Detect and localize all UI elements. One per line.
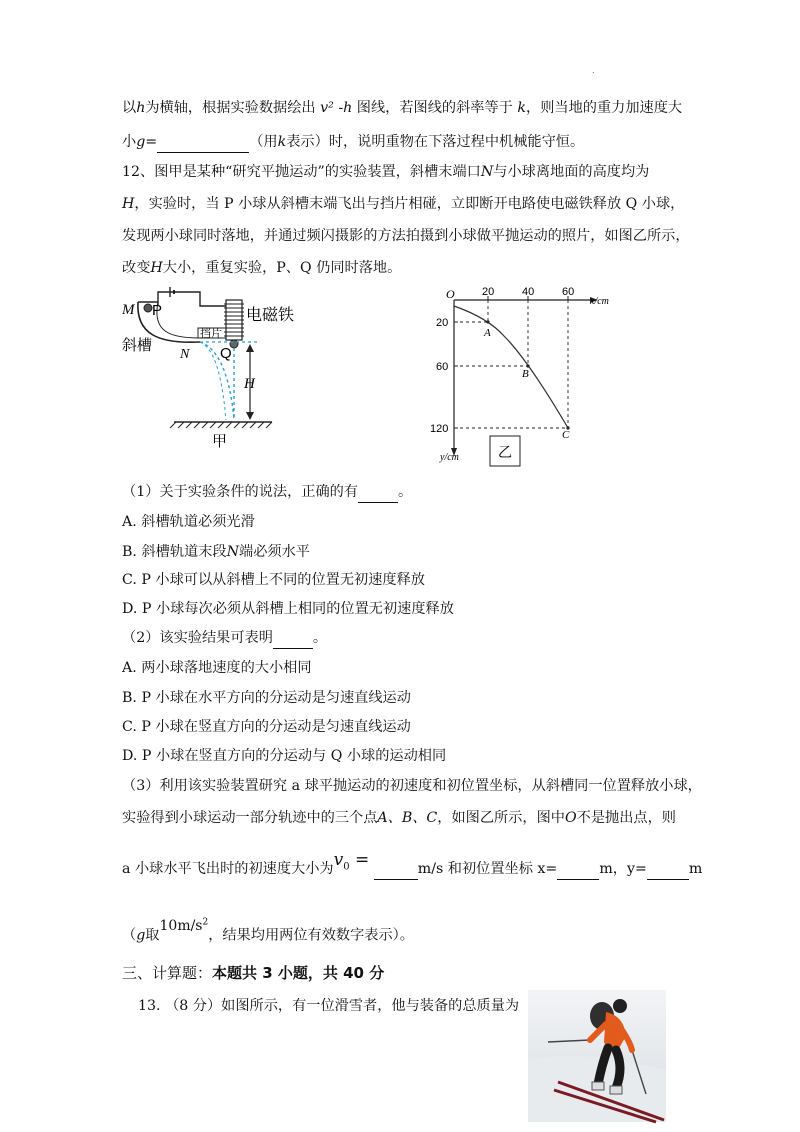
text: D. P 小球在竖直方向的分运动与 Q 小球的运动相同	[122, 748, 447, 764]
figure-jia	[118, 284, 295, 456]
q12-line-3	[122, 226, 690, 246]
h-arrow-head	[246, 344, 254, 352]
text: =	[349, 850, 370, 870]
q12-line-1	[122, 162, 649, 182]
text: A. 斜槽轨道必须光滑	[122, 514, 255, 530]
text: 三、计算题：	[122, 964, 213, 982]
text: 实验得到小球运动一部分轨迹中的三个点	[122, 810, 378, 826]
superscript-2: 2	[202, 917, 209, 927]
text: （3）利用该实验装置研究 a 球平抛运动的初速度和初位置坐标，从斜槽同一位置释放小球，	[122, 778, 702, 794]
var-g: g	[136, 134, 146, 150]
text: =	[145, 134, 158, 150]
subscript-0: 0	[343, 861, 350, 873]
text: A. 两小球落地速度的大小相同	[122, 660, 312, 676]
label-plate: 挡片	[200, 327, 222, 340]
guides	[454, 300, 568, 428]
y-tick-120: 120	[430, 423, 449, 435]
var-points: A、B、C	[377, 810, 438, 826]
text: B. 斜槽轨道末段	[122, 544, 227, 560]
text: a 小球水平飞出时的初速度大小为	[122, 861, 334, 877]
x-tick-60: 60	[562, 286, 575, 298]
x-tick-20: 20	[482, 286, 495, 298]
label-o: O	[446, 287, 455, 301]
caption-jia: 甲	[212, 432, 228, 450]
part1-stem	[122, 482, 412, 503]
y-unit: y/cm	[440, 452, 459, 463]
q12-line-4	[122, 258, 401, 278]
text: ，结果均用两位有效数字表示）。	[208, 927, 414, 944]
answer-blank[interactable]	[273, 628, 313, 649]
part3-line-3	[122, 850, 703, 885]
q13-line-1	[138, 996, 519, 1016]
text: 取	[145, 927, 160, 944]
label-n: N	[180, 347, 190, 362]
var-v: v	[333, 850, 344, 870]
text: 12、图甲是某种“研究平抛运动”的实验装置，斜槽末端口	[122, 164, 481, 180]
text: D. P 小球每次必须从斜槽上相同的位置无初速度释放	[122, 601, 454, 617]
ground-hatch	[170, 422, 272, 428]
label-magnet: 电磁铁	[246, 305, 295, 324]
q12-line-2	[122, 194, 684, 214]
text: ，如图乙所示，图中	[437, 810, 565, 826]
text: （	[122, 927, 137, 944]
label-chute: 斜槽	[122, 336, 153, 354]
x-unit: x/cm	[590, 296, 609, 307]
var-g: g	[136, 927, 146, 944]
part2-stem	[122, 628, 327, 649]
caption-yi: 乙	[498, 445, 512, 461]
part1-option-a	[122, 512, 255, 532]
part2-option-b	[122, 688, 411, 708]
text: B. P 小球在水平方向的分运动是匀速直线运动	[122, 690, 411, 706]
circuit-wire	[158, 292, 230, 314]
label-m: M	[122, 302, 135, 318]
text: 为横轴，根据实验数据绘出	[145, 100, 316, 116]
var-k: k	[517, 100, 526, 116]
text: 图线，若图线的斜率等于	[356, 100, 513, 116]
text: 与小球离地面的高度均为	[493, 164, 650, 180]
text: 发现两小球同时落地，并通过频闪摄影的方法拍摄到小球做平抛运动的照片，如图乙所示，	[122, 228, 690, 244]
part2-option-a	[122, 658, 312, 678]
answer-blank[interactable]	[358, 482, 398, 503]
ticks	[454, 296, 568, 428]
label-h: H	[244, 376, 255, 392]
text: （1）关于实验条件的说法，正确的有	[122, 484, 359, 500]
text: 。	[398, 484, 413, 500]
section-bold: 本题共 3 小题，共 40 分	[212, 964, 385, 982]
part2-option-d	[122, 746, 446, 766]
text: 。	[312, 630, 328, 646]
part2-option-c	[122, 717, 411, 737]
text: m/s 和初位置坐标 x=	[417, 861, 558, 877]
text: 端必须水平	[239, 544, 310, 560]
var-v2h: v² -h	[320, 100, 353, 116]
var-h: H	[150, 260, 163, 276]
g-value: 10m/s	[159, 917, 203, 934]
point-a	[486, 320, 489, 323]
answer-blank-v0[interactable]	[374, 859, 418, 880]
part1-option-c	[122, 570, 425, 590]
answer-blank-y[interactable]	[647, 859, 689, 880]
var-h: h	[136, 100, 146, 116]
label-c: C	[562, 429, 570, 441]
label-q: Q	[220, 345, 232, 362]
answer-blank[interactable]	[157, 132, 249, 153]
text: 小	[122, 134, 137, 150]
text: m	[688, 861, 703, 877]
text: 大小，重复实验，P、Q 仍同时落地。	[162, 260, 402, 276]
label-p: P	[152, 302, 163, 319]
text: m，y=	[599, 861, 647, 877]
text: （用	[249, 134, 278, 150]
text: （2）该实验结果可表明	[122, 630, 273, 646]
text: 不是抛出点，则	[576, 810, 676, 826]
part1-option-b	[122, 542, 310, 562]
text: 以	[122, 100, 137, 116]
text: 改变	[122, 260, 151, 276]
x-tick-40: 40	[522, 286, 535, 298]
part3-line-2	[122, 808, 676, 828]
part1-option-d	[122, 599, 454, 619]
answer-blank-x[interactable]	[557, 859, 599, 880]
text: C. P 小球可以从斜槽上不同的位置无初速度释放	[122, 572, 425, 588]
trajectory	[454, 306, 568, 428]
intro-line-1	[122, 98, 682, 118]
skier-photo	[528, 990, 666, 1122]
text: ，实验时，当 P 小球从斜槽末端飞出与挡片相碰，立即断开电路使电磁铁释放 Q 小球，	[134, 196, 685, 212]
page-mark: .	[592, 66, 595, 75]
text: C. P 小球在竖直方向的分运动是匀速直线运动	[122, 719, 411, 735]
var-n: N	[480, 164, 494, 180]
var-o: O	[565, 810, 577, 826]
intro-line-2	[122, 132, 584, 153]
var-n: N	[226, 544, 239, 560]
part3-line-1	[122, 776, 702, 796]
figure-yi	[424, 284, 620, 472]
y-tick-20: 20	[436, 317, 449, 329]
part3-line-4	[122, 917, 414, 946]
var-h: H	[122, 196, 135, 212]
text: ，则当地的重力加速度大	[526, 100, 683, 116]
h-arrow-head	[246, 412, 254, 420]
ball-p	[144, 304, 152, 312]
text: 表示）时，说明重物在下落过程中机械能守恒。	[286, 134, 585, 150]
label-a: A	[484, 327, 491, 339]
chute-inner	[157, 302, 200, 338]
section-3-heading	[122, 963, 384, 983]
y-tick-60: 60	[436, 361, 449, 373]
var-k: k	[277, 134, 287, 150]
text: 13. （8 分）如图所示，有一位滑雪者，他与装备的总质量为	[138, 998, 520, 1014]
label-b: B	[522, 368, 529, 380]
